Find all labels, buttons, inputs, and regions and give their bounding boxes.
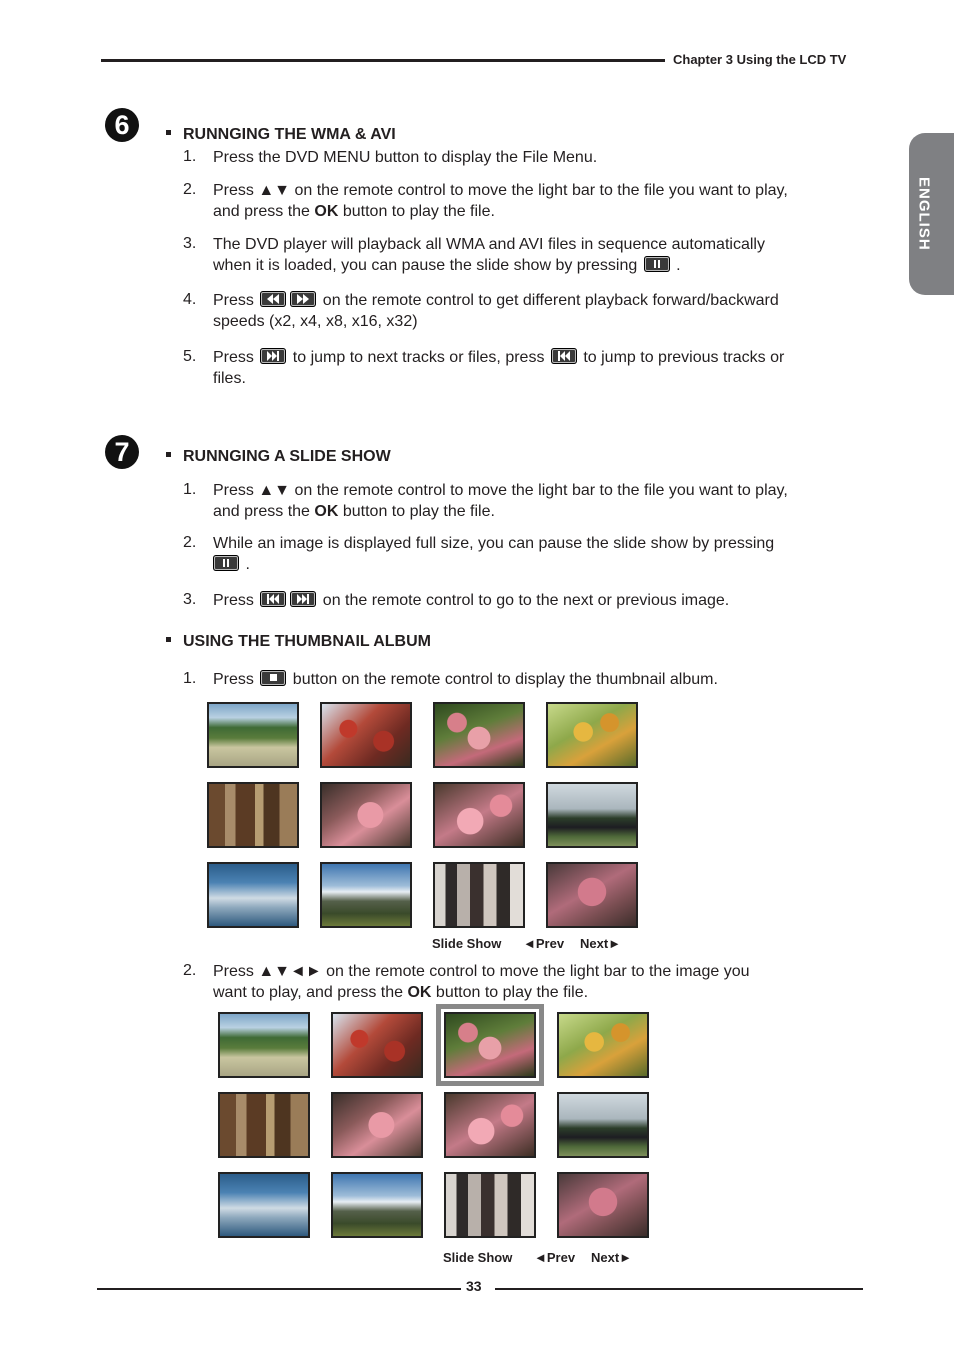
item-text: speeds (x2, x4, x8, x16, x32) — [213, 313, 418, 330]
section-marker-6: 6 — [105, 108, 139, 142]
fast-forward-icon — [290, 291, 316, 307]
item-text: and press the — [213, 503, 315, 520]
list-item — [213, 147, 597, 168]
thumbnail-image — [546, 862, 638, 928]
item-text: Press — [213, 349, 259, 366]
section6-title — [166, 126, 396, 144]
list-number: 2. — [183, 534, 197, 551]
slide-show-caption: Slide Show — [432, 936, 502, 951]
item-text: Press — [213, 671, 259, 688]
arrow-keys-glyph: ▲▼ — [258, 482, 291, 499]
stop-icon — [260, 670, 286, 686]
item-text: button on the remote control to display the thumbnail album. — [288, 671, 718, 688]
list-item — [213, 234, 765, 276]
ok-key-text: OK — [407, 984, 432, 1001]
item-text: Press the DVD MENU button to display the File Menu. — [213, 149, 598, 166]
ok-key-text: OK — [314, 503, 339, 520]
thumbnail-image — [218, 1172, 310, 1238]
thumbnail-image — [207, 702, 299, 768]
prev-caption: ◄Prev — [534, 1250, 576, 1265]
list-number: 1. — [183, 148, 197, 165]
thumbnail-title — [166, 633, 431, 651]
slide-show-caption: Slide Show — [443, 1250, 513, 1265]
pause-icon — [213, 555, 239, 571]
section7-title — [166, 448, 391, 466]
list-number: 3. — [183, 591, 197, 608]
next-caption: Next► — [591, 1250, 633, 1265]
list-item — [213, 347, 784, 389]
thumbnail-image — [320, 782, 412, 848]
section7-title-text: RUNNGING A SLIDE SHOW — [183, 448, 391, 465]
arrow-keys-glyph: ▲▼◄► — [258, 963, 322, 980]
item-text: on the remote control to move the light bar to the file you want to play, — [290, 182, 788, 199]
item-text: to jump to next tracks or files, press — [288, 349, 549, 366]
thumbnail-image — [433, 862, 525, 928]
list-item — [213, 961, 749, 1003]
thumbnail-image — [444, 1092, 536, 1158]
item-text: want to play, and press the — [213, 984, 408, 1001]
thumbnail-image — [218, 1092, 310, 1158]
item-text: . — [671, 257, 681, 274]
thumbnail-image — [557, 1012, 649, 1078]
thumbnail-image — [331, 1012, 423, 1078]
item-text: . — [241, 556, 250, 573]
item-text: files. — [213, 370, 246, 387]
thumbnail-image — [207, 782, 299, 848]
section6-title-text: RUNNGING THE WMA & AVI — [183, 126, 396, 143]
thumbnail-image — [331, 1172, 423, 1238]
prev-caption: ◄Prev — [523, 936, 565, 951]
item-text: button to play the file. — [338, 203, 495, 220]
bullet-square — [166, 130, 171, 135]
footer-rule-right — [495, 1288, 863, 1290]
thumbnail-image — [207, 862, 299, 928]
list-number: 2. — [183, 181, 197, 198]
item-text: While an image is displayed full size, you can pause the slide show by pressing — [213, 535, 775, 552]
bullet-square — [166, 452, 171, 457]
thumbnail-image — [433, 702, 525, 768]
thumbnail-image — [331, 1092, 423, 1158]
thumbnail-image — [320, 862, 412, 928]
list-item — [213, 180, 788, 222]
next-caption: Next► — [580, 936, 622, 951]
bullet-square — [166, 637, 171, 642]
language-tab-label: ENGLISH — [915, 177, 933, 251]
previous-track-icon — [260, 591, 286, 607]
list-number: 1. — [183, 481, 197, 498]
thumbnail-image — [557, 1092, 649, 1158]
item-text: Press — [213, 592, 259, 609]
list-number: 5. — [183, 348, 197, 365]
section-marker-7: 7 — [105, 435, 139, 469]
thumbnail-image — [320, 702, 412, 768]
list-item — [213, 480, 788, 522]
list-number: 3. — [183, 235, 197, 252]
list-item — [213, 290, 779, 332]
list-item — [213, 590, 729, 611]
thumbnail-image — [444, 1172, 536, 1238]
list-item — [213, 533, 774, 575]
item-text: on the remote control to move the light bar to the image you — [321, 963, 750, 980]
next-track-icon — [260, 348, 286, 364]
item-text: Press — [213, 182, 259, 199]
item-text: The DVD player will playback all WMA and AVI files in sequence automatically — [213, 236, 765, 253]
item-text: on the remote control to get different playback forward/backward — [318, 292, 779, 309]
language-tab — [909, 133, 954, 295]
item-text: Press — [213, 963, 259, 980]
thumbnail-image — [546, 782, 638, 848]
item-text: Press — [213, 292, 259, 309]
next-track-icon — [290, 591, 316, 607]
item-text: to jump to previous tracks or — [578, 349, 785, 366]
footer-rule-left — [97, 1288, 461, 1290]
list-item — [213, 669, 718, 690]
item-text: on the remote control to move the light bar to the file you want to play, — [290, 482, 788, 499]
item-text: on the remote control to go to the next or previous image. — [318, 592, 730, 609]
item-text: and press the — [213, 203, 315, 220]
thumbnail-title-text: USING THE THUMBNAIL ALBUM — [183, 633, 431, 650]
list-number: 2. — [183, 962, 197, 979]
thumbnail-image — [433, 782, 525, 848]
header-rule — [101, 59, 665, 62]
page-number: 33 — [466, 1278, 482, 1294]
arrow-keys-glyph: ▲▼ — [258, 182, 291, 199]
list-number: 1. — [183, 670, 197, 687]
ok-key-text: OK — [314, 203, 339, 220]
thumbnail-image — [444, 1012, 536, 1078]
pause-icon — [644, 256, 670, 272]
rewind-icon — [260, 291, 286, 307]
item-text: when it is loaded, you can pause the slide show by pressing — [213, 257, 642, 274]
item-text: Press — [213, 482, 259, 499]
thumbnail-image — [546, 702, 638, 768]
item-text: button to play the file. — [431, 984, 589, 1001]
thumbnail-image — [218, 1012, 310, 1078]
thumbnail-image — [557, 1172, 649, 1238]
list-number: 4. — [183, 291, 197, 308]
chapter-title: Chapter 3 Using the LCD TV — [673, 52, 847, 67]
item-text: button to play the file. — [338, 503, 495, 520]
previous-track-icon — [551, 348, 577, 364]
